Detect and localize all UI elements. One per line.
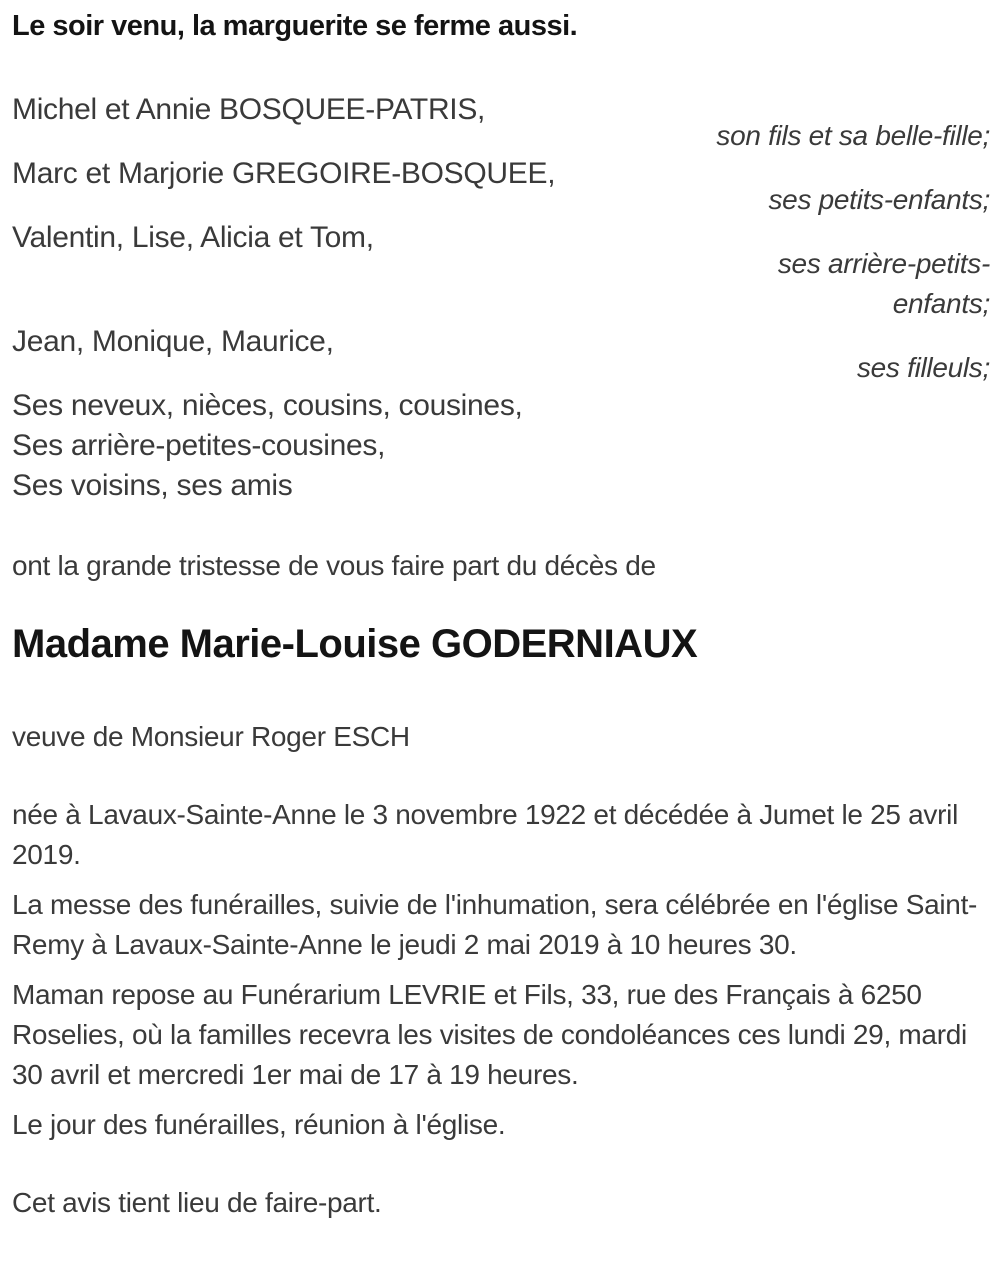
family-names: Marc et Marjorie GREGOIRE-BOSQUEE, [12,157,556,190]
family-names: Michel et Annie BOSQUEE-PATRIS, [12,93,486,126]
funeral-mass-paragraph: La messe des funérailles, suivie de l'inhumation, sera célébrée en l'église Saint-Remy à Lavaux-Sainte-Anne le jeudi 2 mai 2019 à 10 heures 30. [12,889,978,960]
family-names: Valentin, Lise, Alicia et Tom, [12,221,374,254]
funeral-day-paragraph: Le jour des funérailles, réunion à l'église. [12,1109,506,1140]
family-list [12,90,990,388]
funerarium-paragraph: Maman repose au Funérarium LEVRIE et Fils, 33, rue des Français à 6250 Roselies, où la familles recevra les visites de condoléances ces lundi 29, mardi 30 avril et mercredi 1er mai de 17 à 19 heures. [12,979,967,1090]
family-relation: ses filleuls; [856,352,990,383]
family-relation: ses arrière-petits-enfants; [777,248,990,319]
family-names: Jean, Monique, Maurice, [12,325,334,358]
family-entry [12,90,990,156]
announcement-intro: ont la grande tristesse de vous faire part du décès de [12,550,656,581]
family-relation: ses petits-enfants; [768,184,990,215]
family-entry [12,322,990,388]
deceased-name: Madame Marie-Louise GODERNIAUX [12,622,698,666]
other-mourners [12,386,990,506]
closing-line: Cet avis tient lieu de faire-part. [12,1187,382,1218]
birth-death-paragraph: née à Lavaux-Sainte-Anne le 3 novembre 1922 et décédée à Jumet le 25 avril 2019. [12,799,958,870]
family-entry [12,218,990,324]
mourners-line: Ses voisins, ses amis [12,469,293,502]
widow-line: veuve de Monsieur Roger ESCH [12,721,410,752]
epigraph: Le soir venu, la marguerite se ferme aussi. [12,10,578,42]
mourners-line: Ses neveux, nièces, cousins, cousines, [12,389,523,422]
mourners-line: Ses arrière-petites-cousines, [12,429,386,462]
family-relation: son fils et sa belle-fille; [716,120,990,151]
family-entry [12,154,990,220]
